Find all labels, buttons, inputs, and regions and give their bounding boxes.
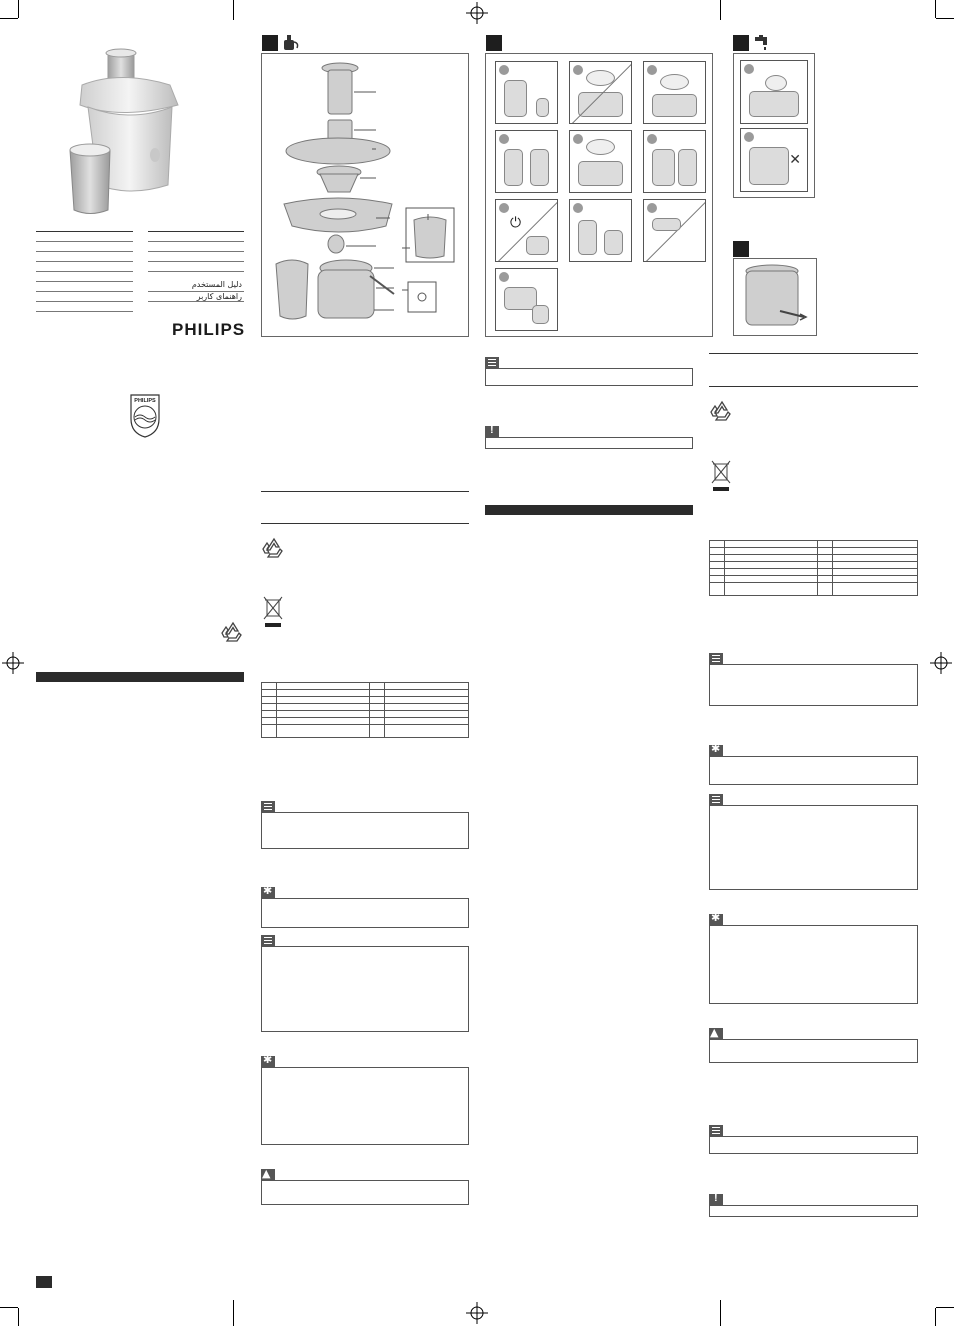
philips-shield-icon xyxy=(129,393,161,438)
rule xyxy=(148,301,244,302)
crop-mark xyxy=(18,1308,19,1326)
registration-mark-icon xyxy=(2,652,24,674)
brand-logo: PHILIPS xyxy=(172,320,246,339)
crop-mark xyxy=(936,1307,954,1308)
step-image xyxy=(569,199,632,262)
tip-box xyxy=(261,1067,469,1145)
specification-table xyxy=(261,682,469,738)
tip-icon xyxy=(709,914,723,925)
step-image xyxy=(740,60,808,124)
note-icon xyxy=(709,794,723,805)
crossed-out-bin-icon xyxy=(711,459,731,493)
cross-icon: ✕ xyxy=(789,151,801,167)
registration-mark-icon xyxy=(466,1302,488,1324)
crop-mark xyxy=(233,1300,234,1326)
section-number-tab xyxy=(733,35,749,51)
recycle-icon xyxy=(221,621,245,643)
tip-icon xyxy=(261,1056,275,1067)
step-image xyxy=(569,61,632,124)
parts-overview-figure xyxy=(261,53,469,337)
recycle-icon xyxy=(262,537,286,559)
warning-box xyxy=(261,1180,469,1205)
caution-box xyxy=(709,1205,918,1217)
note-icon xyxy=(709,653,723,664)
tip-icon xyxy=(709,745,723,756)
step-image xyxy=(643,199,706,262)
rule xyxy=(148,261,244,262)
registration-mark-icon xyxy=(466,2,488,24)
recycle-icon xyxy=(710,400,734,422)
rule xyxy=(148,241,244,242)
crop-mark xyxy=(0,1307,18,1308)
step-image xyxy=(643,130,706,193)
registration-mark-icon xyxy=(930,652,952,674)
cleaning-figure xyxy=(733,53,815,198)
step-image xyxy=(495,61,558,124)
crossed-out-bin-icon xyxy=(263,595,283,629)
rule xyxy=(261,491,469,492)
lang-label-persian: راهنمای کاربر xyxy=(196,292,242,301)
step-image xyxy=(569,130,632,193)
caution-icon xyxy=(709,1194,723,1205)
tip-box xyxy=(261,898,469,928)
step-image xyxy=(495,199,558,262)
rule xyxy=(709,386,918,387)
caution-box xyxy=(485,437,693,449)
step-image xyxy=(740,128,808,192)
section-heading-bar xyxy=(485,505,693,515)
crop-mark xyxy=(935,0,936,18)
page-number-tab xyxy=(36,1276,52,1288)
note-box xyxy=(261,946,469,1032)
juicer-icon xyxy=(282,34,300,52)
shield-brand-text: PHILIPS xyxy=(134,398,156,404)
note-box xyxy=(485,368,693,386)
crop-mark xyxy=(233,0,234,20)
rule xyxy=(36,271,133,272)
storage-figure xyxy=(733,258,817,336)
rule xyxy=(36,231,133,232)
tip-icon xyxy=(261,887,275,898)
note-icon xyxy=(261,935,275,946)
rule xyxy=(148,271,244,272)
note-box xyxy=(261,812,469,849)
crop-mark xyxy=(936,18,954,19)
section-number-tab xyxy=(262,35,278,51)
section-heading-bar xyxy=(36,672,244,682)
lang-label-arabic: دليل المستخدم xyxy=(191,280,242,289)
juicer-product-photo xyxy=(60,45,190,220)
rule xyxy=(36,291,133,292)
note-box xyxy=(709,805,918,890)
crop-mark xyxy=(935,1308,936,1326)
section-number-tab xyxy=(486,35,502,51)
warning-icon xyxy=(709,1028,723,1039)
rule xyxy=(36,241,133,242)
tip-box xyxy=(709,756,918,785)
note-box xyxy=(709,1136,918,1154)
step-image xyxy=(495,130,558,193)
step-image xyxy=(643,61,706,124)
crop-mark xyxy=(18,0,19,18)
note-icon xyxy=(709,1125,723,1136)
section-number-tab xyxy=(733,241,749,257)
note-icon xyxy=(261,801,275,812)
rule xyxy=(36,301,133,302)
tap-icon xyxy=(753,34,771,52)
rule xyxy=(709,353,918,354)
specification-table xyxy=(709,540,918,596)
rule xyxy=(148,251,244,252)
assembly-steps-figure xyxy=(485,53,713,337)
rule xyxy=(36,311,133,312)
plug-icon: ⏻ xyxy=(510,214,522,230)
crop-mark xyxy=(0,18,18,19)
warning-icon xyxy=(261,1169,275,1180)
tip-box xyxy=(709,925,918,1004)
rule xyxy=(36,251,133,252)
caution-icon xyxy=(485,426,499,437)
rule xyxy=(36,261,133,262)
note-box xyxy=(709,664,918,706)
rule xyxy=(148,231,244,232)
note-icon xyxy=(485,357,499,368)
crop-mark xyxy=(720,0,721,20)
rule xyxy=(261,523,469,524)
step-image xyxy=(495,268,558,331)
rule xyxy=(36,281,133,282)
warning-box xyxy=(709,1039,918,1063)
crop-mark xyxy=(720,1300,721,1326)
